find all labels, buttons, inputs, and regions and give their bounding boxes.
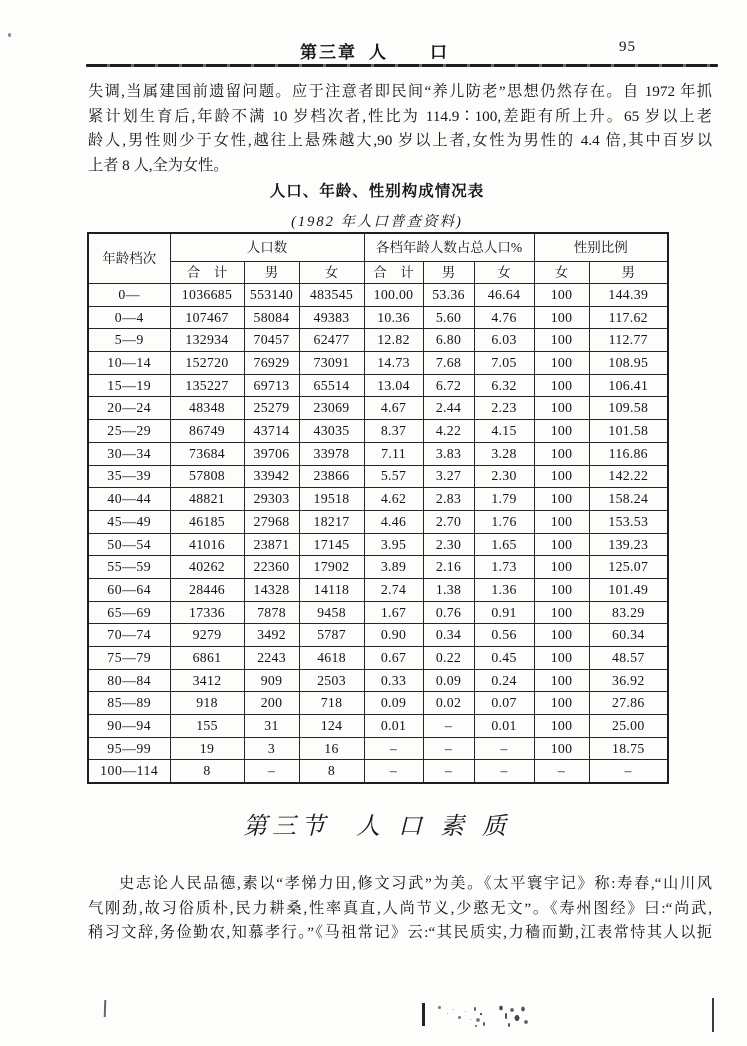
value-cell: 2243 — [244, 647, 299, 670]
value-cell: 107467 — [170, 306, 244, 329]
value-cell: 0.24 — [474, 669, 534, 692]
value-cell: 5787 — [299, 624, 364, 647]
value-cell: 2.23 — [474, 397, 534, 420]
value-cell: 100 — [534, 556, 589, 579]
value-cell: – — [589, 760, 668, 783]
value-cell: 25279 — [244, 397, 299, 420]
age-group-cell: 50—54 — [88, 533, 170, 556]
table-row — [88, 715, 668, 738]
value-cell: – — [534, 760, 589, 783]
age-group-cell: 45—49 — [88, 510, 170, 533]
chapter-number: 第三章 — [300, 43, 357, 62]
col-header-male-ratio: 男 — [589, 262, 668, 284]
value-cell: 553140 — [244, 284, 299, 307]
paragraph-line: 失调,当属建国前遗留问题。应于注意者即民间“养儿防老”思想仍然存在。自 1972 年抓 — [88, 83, 712, 100]
value-cell: 28446 — [170, 578, 244, 601]
value-cell: 18.75 — [589, 737, 668, 760]
value-cell: 46185 — [170, 510, 244, 533]
value-cell: 10.36 — [364, 306, 423, 329]
value-cell: 0.02 — [423, 692, 474, 715]
value-cell: 5.57 — [364, 465, 423, 488]
value-cell: 36.92 — [589, 669, 668, 692]
value-cell: 918 — [170, 692, 244, 715]
value-cell: 7878 — [244, 601, 299, 624]
value-cell: 13.04 — [364, 374, 423, 397]
col-header-population-group: 人口数 — [170, 233, 364, 262]
value-cell: – — [244, 760, 299, 783]
table-row — [88, 465, 668, 488]
table-row — [88, 420, 668, 443]
age-group-cell: 60—64 — [88, 578, 170, 601]
value-cell: 46.64 — [474, 284, 534, 307]
value-cell: 4.76 — [474, 306, 534, 329]
age-group-cell: 75—79 — [88, 647, 170, 670]
scan-smudge — [472, 1004, 488, 1029]
value-cell: 31 — [244, 715, 299, 738]
value-cell: 58084 — [244, 306, 299, 329]
value-cell: 53.36 — [423, 284, 474, 307]
value-cell: 100 — [534, 420, 589, 443]
value-cell: 23069 — [299, 397, 364, 420]
value-cell: 27.86 — [589, 692, 668, 715]
value-cell: 100 — [534, 715, 589, 738]
col-header-female: 女 — [299, 262, 364, 284]
table-subtitle: (1982 年人口普查资料) — [291, 214, 463, 230]
value-cell: 106.41 — [589, 374, 668, 397]
col-header-female-ratio: 女 — [534, 262, 589, 284]
value-cell: 100 — [534, 533, 589, 556]
value-cell: 100 — [534, 397, 589, 420]
value-cell: 0.45 — [474, 647, 534, 670]
value-cell: 100 — [534, 465, 589, 488]
age-group-cell: 95—99 — [88, 737, 170, 760]
value-cell: 142.22 — [589, 465, 668, 488]
value-cell: 69713 — [244, 374, 299, 397]
value-cell: 3.28 — [474, 442, 534, 465]
age-group-cell: 15—19 — [88, 374, 170, 397]
age-group-cell: 65—69 — [88, 601, 170, 624]
value-cell: 29303 — [244, 488, 299, 511]
value-cell: 16 — [299, 737, 364, 760]
value-cell: 17145 — [299, 533, 364, 556]
value-cell: 48.57 — [589, 647, 668, 670]
age-group-cell: 30—34 — [88, 442, 170, 465]
col-header-total-pct: 合 计 — [364, 262, 423, 284]
table-row — [88, 329, 668, 352]
value-cell: 100 — [534, 601, 589, 624]
value-cell: 7.05 — [474, 352, 534, 375]
value-cell: 60.34 — [589, 624, 668, 647]
value-cell: 0.90 — [364, 624, 423, 647]
value-cell: 139.23 — [589, 533, 668, 556]
age-group-cell: 90—94 — [88, 715, 170, 738]
value-cell: 4.67 — [364, 397, 423, 420]
value-cell: 9279 — [170, 624, 244, 647]
age-group-cell: 85—89 — [88, 692, 170, 715]
chapter-title-char-2: 口 — [430, 43, 449, 62]
section-number: 第三节 — [243, 814, 330, 840]
value-cell: 0.67 — [364, 647, 423, 670]
value-cell: 124 — [299, 715, 364, 738]
value-cell: 23871 — [244, 533, 299, 556]
value-cell: 86749 — [170, 420, 244, 443]
value-cell: 200 — [244, 692, 299, 715]
value-cell: – — [423, 760, 474, 783]
value-cell: 6.72 — [423, 374, 474, 397]
table-row — [88, 692, 668, 715]
value-cell: 4.15 — [474, 420, 534, 443]
value-cell: 8 — [170, 760, 244, 783]
value-cell: 17336 — [170, 601, 244, 624]
value-cell: 100 — [534, 306, 589, 329]
age-group-cell: 10—14 — [88, 352, 170, 375]
value-cell: 2.16 — [423, 556, 474, 579]
col-header-percent-group: 各档年龄人数占总人口% — [364, 233, 534, 262]
value-cell: 25.00 — [589, 715, 668, 738]
value-cell: 2.74 — [364, 578, 423, 601]
age-group-cell: 35—39 — [88, 465, 170, 488]
value-cell: 43035 — [299, 420, 364, 443]
population-age-sex-table — [87, 232, 669, 784]
body-paragraph-quality — [88, 872, 712, 946]
col-header-male: 男 — [244, 262, 299, 284]
table-row — [88, 397, 668, 420]
value-cell: 1.67 — [364, 601, 423, 624]
value-cell: 73091 — [299, 352, 364, 375]
value-cell: 108.95 — [589, 352, 668, 375]
value-cell: 483545 — [299, 284, 364, 307]
value-cell: 3412 — [170, 669, 244, 692]
table-body — [88, 284, 668, 784]
value-cell: 6.03 — [474, 329, 534, 352]
value-cell: 1.76 — [474, 510, 534, 533]
col-header-ratio-group: 性别比例 — [534, 233, 668, 262]
paragraph-line: 龄人,男性则少于女性,越往上悬殊越大,90 岁以上者,女性为男性的 4.4 倍,其中百岁以 — [88, 132, 712, 150]
value-cell: 109.58 — [589, 397, 668, 420]
value-cell: 14118 — [299, 578, 364, 601]
section-heading — [87, 806, 667, 841]
value-cell: 101.49 — [589, 578, 668, 601]
value-cell: 135227 — [170, 374, 244, 397]
table-row — [88, 374, 668, 397]
value-cell: – — [364, 737, 423, 760]
value-cell: 5.60 — [423, 306, 474, 329]
value-cell: 9458 — [299, 601, 364, 624]
value-cell: 4.22 — [423, 420, 474, 443]
chapter-header — [300, 38, 449, 63]
value-cell: 0.07 — [474, 692, 534, 715]
value-cell: 158.24 — [589, 488, 668, 511]
table-row — [88, 510, 668, 533]
value-cell: 62477 — [299, 329, 364, 352]
value-cell: 23866 — [299, 465, 364, 488]
value-cell: 14328 — [244, 578, 299, 601]
value-cell: 18217 — [299, 510, 364, 533]
value-cell: 17902 — [299, 556, 364, 579]
value-cell: – — [474, 737, 534, 760]
age-group-cell: 70—74 — [88, 624, 170, 647]
value-cell: 0.76 — [423, 601, 474, 624]
paragraph-line: 稍习文辞,务俭勤农,知慕孝行。”《马祖常记》云:“其民质实,力穑而勤,江表常恃其人以扼 — [88, 924, 712, 942]
table-row — [88, 737, 668, 760]
age-group-cell: 5—9 — [88, 329, 170, 352]
value-cell: 117.62 — [589, 306, 668, 329]
value-cell: 100 — [534, 329, 589, 352]
value-cell: 100 — [534, 442, 589, 465]
value-cell: 1.79 — [474, 488, 534, 511]
value-cell: 43714 — [244, 420, 299, 443]
value-cell: 1.65 — [474, 533, 534, 556]
header-rule — [86, 64, 718, 67]
section-title: 人 口 素 质 — [356, 814, 511, 840]
table-row — [88, 647, 668, 670]
table-row — [88, 533, 668, 556]
value-cell: 65514 — [299, 374, 364, 397]
value-cell: 48821 — [170, 488, 244, 511]
scan-speck — [8, 33, 11, 37]
chapter-title-char-1: 人 — [369, 43, 388, 62]
value-cell: 101.58 — [589, 420, 668, 443]
value-cell: 70457 — [244, 329, 299, 352]
value-cell: 3.83 — [423, 442, 474, 465]
col-header-total: 合 计 — [170, 262, 244, 284]
table-row — [88, 306, 668, 329]
value-cell: 3.89 — [364, 556, 423, 579]
value-cell: 100 — [534, 647, 589, 670]
table-row — [88, 488, 668, 511]
value-cell: 33978 — [299, 442, 364, 465]
value-cell: 155 — [170, 715, 244, 738]
value-cell: 0.56 — [474, 624, 534, 647]
value-cell: 152720 — [170, 352, 244, 375]
value-cell: 100 — [534, 488, 589, 511]
scan-smudge — [438, 1006, 441, 1009]
value-cell: 12.82 — [364, 329, 423, 352]
age-group-cell: 25—29 — [88, 420, 170, 443]
value-cell: 100 — [534, 352, 589, 375]
col-header-female-pct: 女 — [474, 262, 534, 284]
value-cell: 14.73 — [364, 352, 423, 375]
value-cell: 19 — [170, 737, 244, 760]
value-cell: 100 — [534, 624, 589, 647]
table-row — [88, 442, 668, 465]
value-cell: 19518 — [299, 488, 364, 511]
page-number: 95 — [619, 39, 636, 55]
value-cell: 3492 — [244, 624, 299, 647]
age-group-cell: 80—84 — [88, 669, 170, 692]
value-cell: 100 — [534, 669, 589, 692]
paragraph-line: 紧计划生育后,年龄不满 10 岁档次者,性比为 114.9∶100,差距有所上升。65 岁以上老 — [88, 107, 712, 125]
paragraph-line: 史志论人民品德,素以“孝悌力田,修文习武”为美。《太平寰宇记》称:寿春,“山川风 — [119, 875, 712, 892]
table-row — [88, 760, 668, 783]
age-group-cell: 55—59 — [88, 556, 170, 579]
value-cell: 100 — [534, 374, 589, 397]
age-group-cell: 100—114 — [88, 760, 170, 783]
value-cell: 40262 — [170, 556, 244, 579]
table-row — [88, 284, 668, 307]
value-cell: 0.01 — [364, 715, 423, 738]
value-cell: 8 — [299, 760, 364, 783]
value-cell: 57808 — [170, 465, 244, 488]
value-cell: 112.77 — [589, 329, 668, 352]
value-cell: 116.86 — [589, 442, 668, 465]
value-cell: 144.39 — [589, 284, 668, 307]
scan-mark — [712, 998, 714, 1032]
value-cell: 1.36 — [474, 578, 534, 601]
scan-smudge — [496, 1002, 530, 1030]
value-cell: 22360 — [244, 556, 299, 579]
value-cell: 4.46 — [364, 510, 423, 533]
value-cell: 1.73 — [474, 556, 534, 579]
value-cell: 3.95 — [364, 533, 423, 556]
value-cell: 0.09 — [423, 669, 474, 692]
value-cell: – — [364, 760, 423, 783]
value-cell: 100 — [534, 578, 589, 601]
value-cell: 2.30 — [474, 465, 534, 488]
value-cell: 2.83 — [423, 488, 474, 511]
value-cell: 2.70 — [423, 510, 474, 533]
value-cell: 1036685 — [170, 284, 244, 307]
value-cell: 153.53 — [589, 510, 668, 533]
value-cell: 7.68 — [423, 352, 474, 375]
value-cell: 6.32 — [474, 374, 534, 397]
value-cell: 2.30 — [423, 533, 474, 556]
value-cell: 83.29 — [589, 601, 668, 624]
age-group-cell: 40—44 — [88, 488, 170, 511]
value-cell: 2503 — [299, 669, 364, 692]
value-cell: 8.37 — [364, 420, 423, 443]
value-cell: 39706 — [244, 442, 299, 465]
value-cell: 125.07 — [589, 556, 668, 579]
value-cell: 1.38 — [423, 578, 474, 601]
scan-mark — [104, 1000, 107, 1017]
value-cell: 4618 — [299, 647, 364, 670]
table-row — [88, 669, 668, 692]
value-cell: – — [474, 760, 534, 783]
table-row — [88, 352, 668, 375]
value-cell: 100 — [534, 510, 589, 533]
value-cell: 132934 — [170, 329, 244, 352]
value-cell: 6.80 — [423, 329, 474, 352]
value-cell: 41016 — [170, 533, 244, 556]
value-cell: 2.44 — [423, 397, 474, 420]
value-cell: 49383 — [299, 306, 364, 329]
value-cell: 48348 — [170, 397, 244, 420]
table-row — [88, 578, 668, 601]
age-group-cell: 0—4 — [88, 306, 170, 329]
value-cell: 3.27 — [423, 465, 474, 488]
value-cell: 4.62 — [364, 488, 423, 511]
body-paragraph-population — [88, 80, 712, 178]
scan-mark — [422, 1003, 425, 1026]
table-title: 人口、年龄、性别构成情况表 — [269, 183, 485, 200]
value-cell: 0.22 — [423, 647, 474, 670]
value-cell: 0.91 — [474, 601, 534, 624]
value-cell: – — [423, 737, 474, 760]
value-cell: 33942 — [244, 465, 299, 488]
value-cell: 0.34 — [423, 624, 474, 647]
value-cell: 0.33 — [364, 669, 423, 692]
value-cell: 3 — [244, 737, 299, 760]
col-header-male-pct: 男 — [423, 262, 474, 284]
col-header-age-group: 年龄档次 — [88, 233, 170, 284]
value-cell: 100.00 — [364, 284, 423, 307]
value-cell: 0.09 — [364, 692, 423, 715]
paragraph-line: 上者 8 人,全为女性。 — [88, 156, 229, 174]
paragraph-line: 气刚劲,故习俗质朴,民力耕桑,性率真直,人尚节义,少憨无文”。《寿州图经》曰:“尚武, — [88, 899, 712, 917]
value-cell: 7.11 — [364, 442, 423, 465]
table-row — [88, 624, 668, 647]
value-cell: 100 — [534, 737, 589, 760]
value-cell: 6861 — [170, 647, 244, 670]
value-cell: 76929 — [244, 352, 299, 375]
value-cell: 909 — [244, 669, 299, 692]
value-cell: 0.01 — [474, 715, 534, 738]
value-cell: 100 — [534, 692, 589, 715]
value-cell: – — [423, 715, 474, 738]
table-row — [88, 556, 668, 579]
value-cell: 27968 — [244, 510, 299, 533]
age-group-cell: 0— — [88, 284, 170, 307]
value-cell: 100 — [534, 284, 589, 307]
table-row — [88, 601, 668, 624]
value-cell: 718 — [299, 692, 364, 715]
value-cell: 73684 — [170, 442, 244, 465]
age-group-cell: 20—24 — [88, 397, 170, 420]
